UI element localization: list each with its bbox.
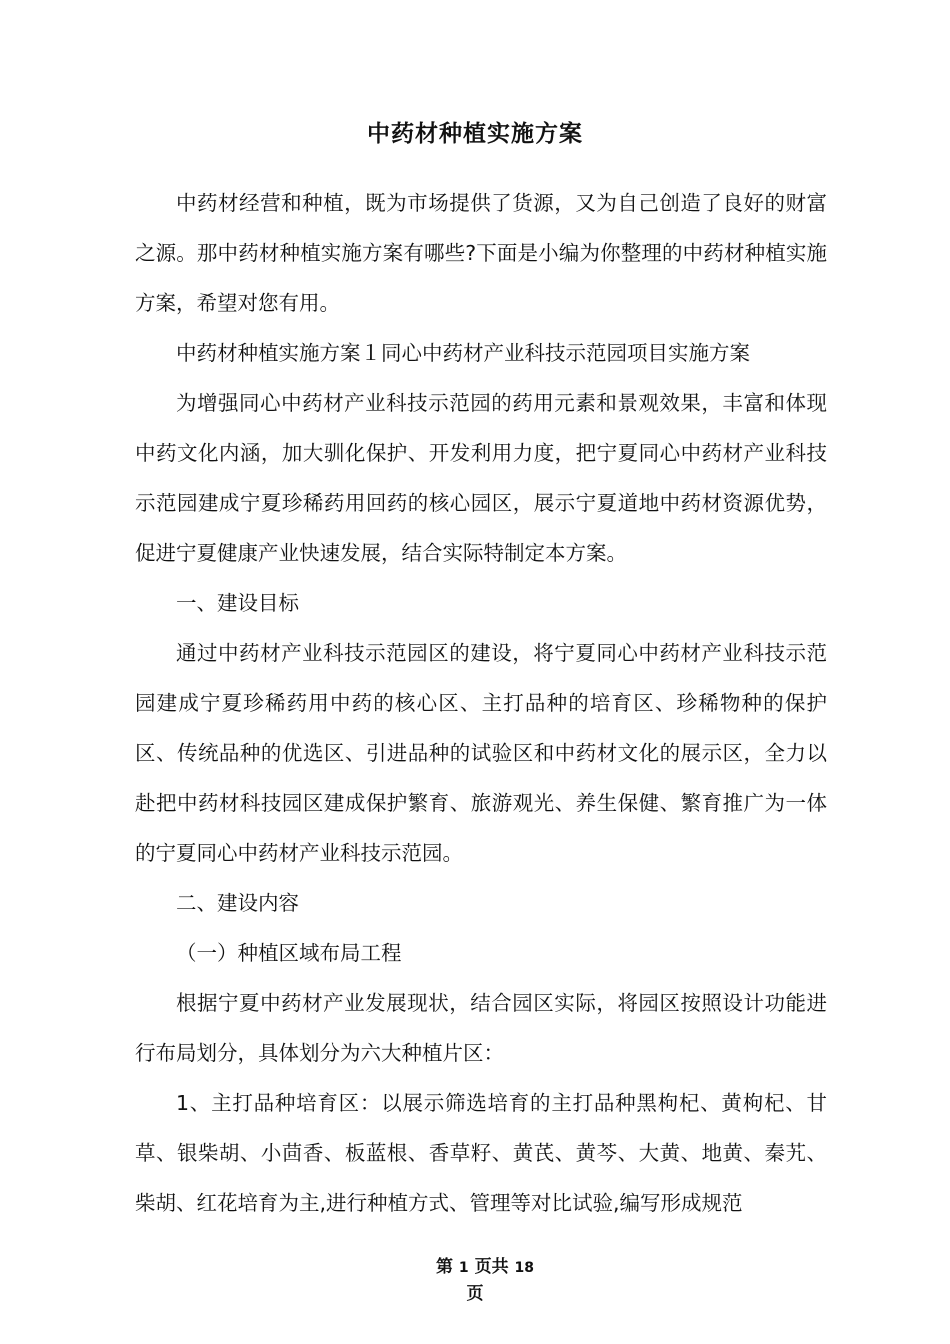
paragraph-purpose: 为增强同心中药材产业科技示范园的药用元素和景观效果，丰富和体现中药文化内涵，加大驯化保护、开发利用力度，把宁夏同心中药材产业科技示范园建成宁夏珍稀药用回药的核心园区，展示宁夏道地中药材资源优势，促进宁夏健康产业快速发展，结合实际特制定本方案。 bbox=[135, 391, 827, 565]
page-footer bbox=[0, 1254, 950, 1307]
paragraph-zone-1: 1、主打品种培育区：以展示筛选培育的主打品种黑枸杞、黄枸杞、甘草、银柴胡、小茴香、板蓝根、香草籽、黄芪、黄芩、大黄、地黄、秦艽、柴胡、红花培育为主,进行种植方式、管理等对比试验,编写形成规范 bbox=[135, 1091, 827, 1215]
page-counter-line bbox=[20, 1254, 950, 1281]
page-total: 18 bbox=[514, 1260, 534, 1276]
page-suffix: 页 bbox=[466, 1284, 484, 1304]
document-title: 中药材种植实施方案 bbox=[367, 121, 583, 147]
paragraph-intro: 中药材经营和种植，既为市场提供了货源，又为自己创造了良好的财富之源。那中药材种植实施方案有哪些?下面是小编为你整理的中药材种植实施方案，希望对您有用。 bbox=[135, 191, 827, 315]
subsection-heading-layout: （一）种植区域布局工程 bbox=[176, 941, 402, 965]
section-heading-content: 二、建设内容 bbox=[176, 891, 299, 915]
paragraph-goals: 通过中药材产业科技示范园区的建设，将宁夏同心中药材产业科技示范园建成宁夏珍稀药用中药的核心区、主打品种的培育区、珍稀物种的保护区、传统品种的优选区、引进品种的试验区和中药材文化的展示区，全力以赴把中药材科技园区建成保护繁育、旅游观光、养生保健、繁育推广为一体的宁夏同心中药材产业科技示范园。 bbox=[135, 641, 827, 865]
section-heading-goals: 一、建设目标 bbox=[176, 591, 299, 615]
document-body bbox=[135, 178, 827, 1228]
paragraph-layout: 根据宁夏中药材产业发展现状，结合园区实际，将园区按照设计功能进行布局划分，具体划分为六大种植片区： bbox=[135, 991, 827, 1065]
paragraph-plan-heading: 中药材种植实施方案１同心中药材产业科技示范园项目实施方案 bbox=[176, 341, 750, 365]
page-middle: 页共 bbox=[474, 1257, 509, 1277]
page-prefix: 第 bbox=[436, 1257, 453, 1277]
page-number: 1 bbox=[458, 1260, 469, 1276]
